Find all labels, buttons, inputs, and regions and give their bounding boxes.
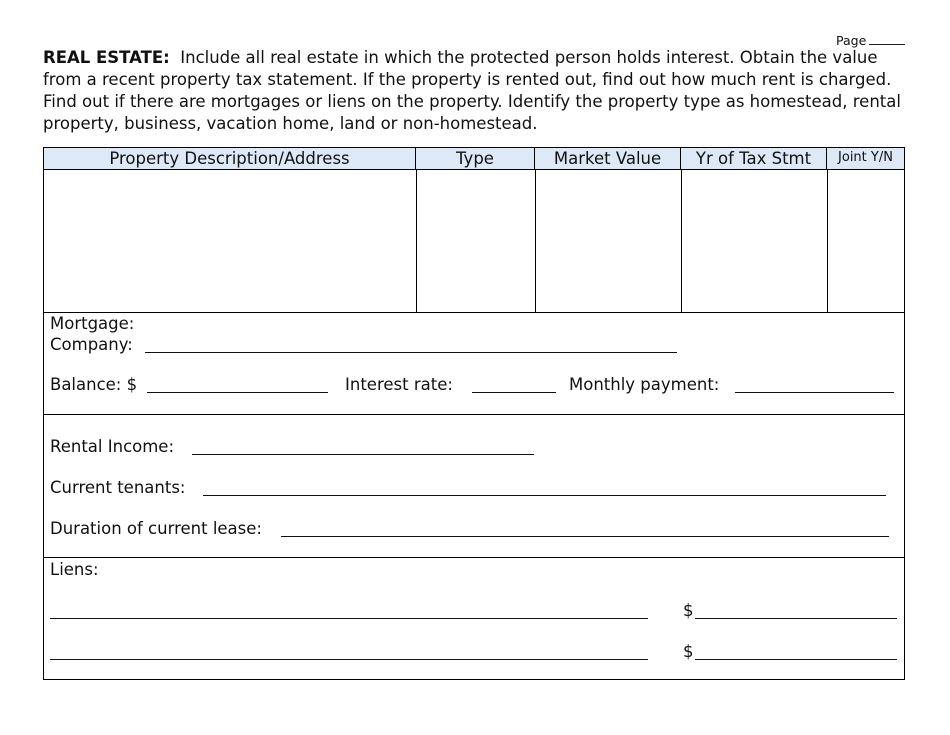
section-heading: REAL ESTATE: xyxy=(43,48,170,67)
section-divider xyxy=(44,414,904,415)
mortgage-company-field[interactable] xyxy=(145,352,677,353)
interest-rate-field[interactable] xyxy=(472,392,556,393)
property-description-cell[interactable] xyxy=(44,170,416,311)
header-type: Type xyxy=(416,148,535,169)
balance-label: Balance: $ xyxy=(50,375,138,394)
balance-field[interactable] xyxy=(147,392,328,393)
interest-rate-label: Interest rate: xyxy=(345,375,453,394)
current-tenants-field[interactable] xyxy=(203,495,886,496)
header-property-description: Property Description/Address xyxy=(44,148,416,169)
rental-income-label: Rental Income: xyxy=(50,437,175,456)
tax-year-cell[interactable] xyxy=(682,170,827,311)
current-tenants-label: Current tenants: xyxy=(50,478,186,497)
page-number-field[interactable] xyxy=(869,33,905,45)
lien-amount-field[interactable] xyxy=(695,618,897,619)
lien-amount-field[interactable] xyxy=(695,659,897,660)
mortgage-title: Mortgage: xyxy=(50,314,135,333)
monthly-payment-field[interactable] xyxy=(735,392,894,393)
liens-title: Liens: xyxy=(50,560,99,579)
mortgage-company-label: Company: xyxy=(50,335,133,354)
monthly-payment-label: Monthly payment: xyxy=(569,375,720,394)
page-number-label xyxy=(836,33,905,48)
section-divider xyxy=(44,557,904,558)
table-header xyxy=(44,148,904,170)
lease-duration-label: Duration of current lease: xyxy=(50,519,262,538)
instructions-text: Include all real estate in which the protected person holds interest. Obtain the value from a recent property tax statement. If the property is rented out, find out how much rent is charged. Find out if there are mortgages or liens on the property. Identify the property type as homestead, rental property, business, vacation home, land or non-homestead. xyxy=(43,48,901,133)
page-label-text: Page xyxy=(836,33,867,48)
joint-cell[interactable] xyxy=(828,170,904,311)
header-market-value: Market Value xyxy=(535,148,681,169)
lien-currency-symbol: $ xyxy=(683,642,694,661)
lien-currency-symbol: $ xyxy=(683,601,694,620)
type-cell[interactable] xyxy=(417,170,535,311)
header-tax-year: Yr of Tax Stmt xyxy=(681,148,827,169)
real-estate-form xyxy=(43,147,905,680)
lien-description-field[interactable] xyxy=(50,618,648,619)
lease-duration-field[interactable] xyxy=(281,536,889,537)
rental-income-field[interactable] xyxy=(192,454,534,455)
instructions-paragraph xyxy=(43,47,913,135)
section-divider xyxy=(44,312,904,313)
market-value-cell[interactable] xyxy=(536,170,681,311)
header-joint: Joint Y/N xyxy=(838,150,893,165)
lien-description-field[interactable] xyxy=(50,659,648,660)
